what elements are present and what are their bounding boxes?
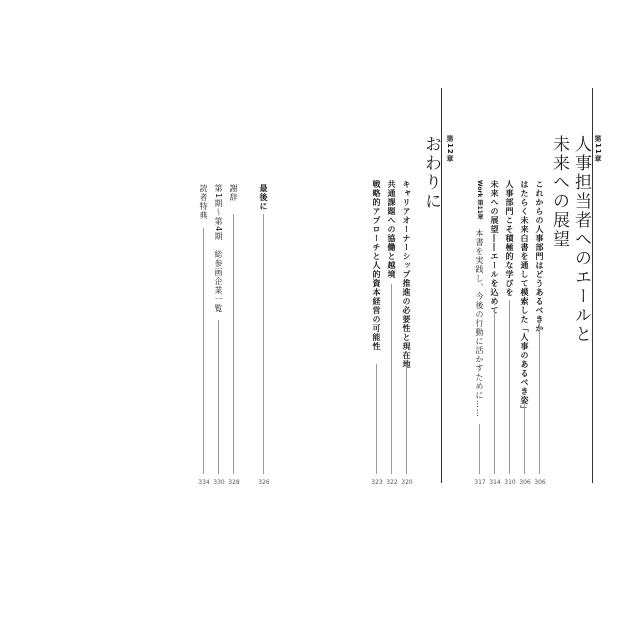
toc-leader [263,214,264,474]
page-number: 306 [534,479,546,486]
page-number: 306 [519,479,531,486]
chapter-11-label: 第11章 [594,135,602,163]
chapter-12-title: おわりに [421,135,441,211]
toc-entry[interactable]: 未来への展望――エールを込めて [490,180,499,315]
chapter-12-divider [441,88,442,483]
toc-entry[interactable]: 共通課題への協働と越境 [387,180,396,279]
page-number: 320 [401,479,413,486]
toc-entry[interactable]: はたらく未来白書を通して模索した「人事のあるべき姿」 [520,180,529,414]
toc-leader [218,320,219,474]
page-number: 322 [386,479,398,486]
toc-leader [233,214,234,474]
toc-leader [406,364,407,474]
page-number: 326 [258,479,270,486]
chapter-11-title-line2: 未来への展望 [549,135,569,249]
toc-leader [376,364,377,474]
appendix-entry-company-list[interactable]: 第1期〜第4期 総参画企業一覧 [214,184,223,314]
work-text: 本書を実践し、今後の行動に活かすために…… [475,228,484,418]
work-tag: Work 第11章 [476,180,483,220]
toc-entry[interactable]: これからの人事部門はどうあるべきか [535,180,544,333]
closing-entry[interactable]: 最後に [259,184,268,211]
toc-entry[interactable]: 人事部門こそ積極的な学びを [505,180,514,297]
toc-leader [494,310,495,474]
appendix-entry-reader-bonus[interactable]: 読者特典 [199,184,208,220]
page-number: 334 [198,479,210,486]
page-number: 328 [228,479,240,486]
toc-leader [391,284,392,474]
page-number: 323 [371,479,383,486]
page-number: 330 [213,479,225,486]
appendix-entry-acknowledgements[interactable]: 謝辞 [229,184,238,202]
toc-leader [524,404,525,474]
chapter-12-label: 第12章 [446,135,454,163]
toc-leader [479,424,480,474]
page-number: 314 [489,479,501,486]
toc-leader [509,300,510,474]
page-number: 317 [474,479,486,486]
toc-entry[interactable]: 戦略的アプローチと人的資本経営の可能性 [372,180,381,351]
toc-leader [539,320,540,474]
chapter-11-divider [592,88,593,483]
chapter-11-title-line1: 人事担当者へのエールと [571,135,591,344]
page-number: 310 [504,479,516,486]
toc-entry[interactable]: キャリアオーナーシップ推進の必要性と現在地 [402,180,411,369]
work-entry[interactable] [475,180,483,418]
toc-leader [203,228,204,474]
